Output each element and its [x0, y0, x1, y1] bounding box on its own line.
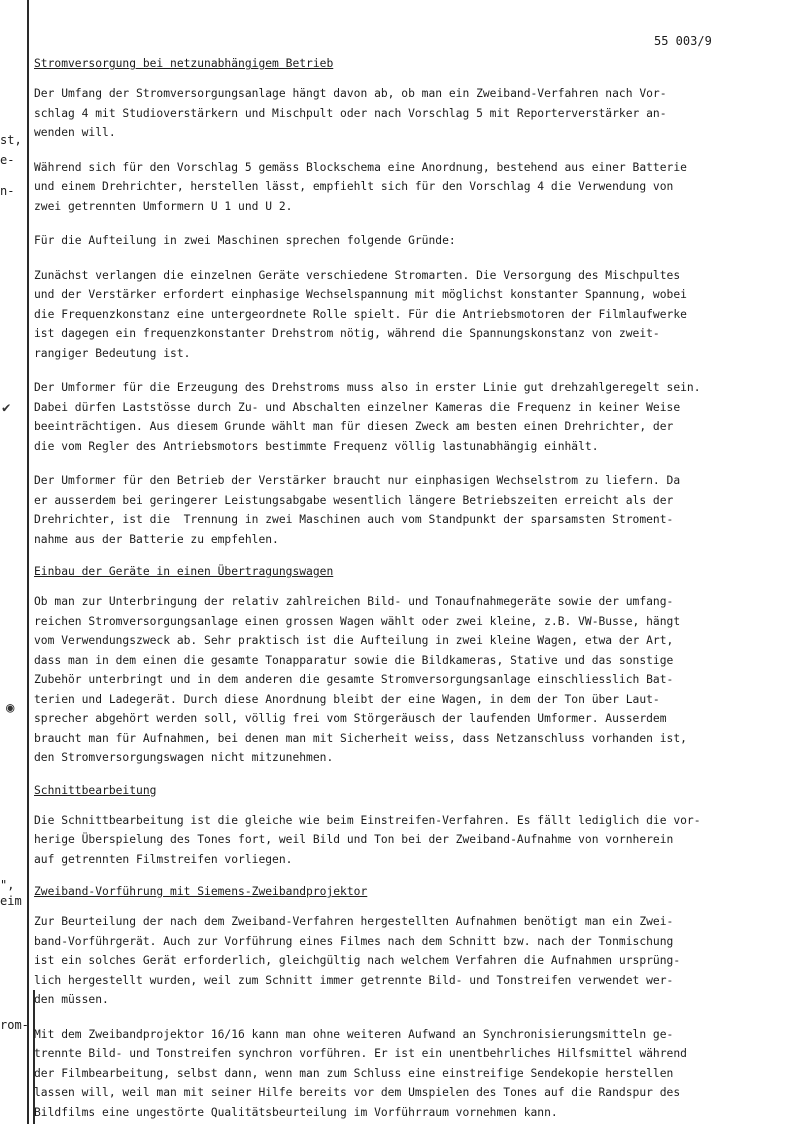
punch-hole-icon: ◉ [6, 700, 15, 716]
text-line: rangiger Bedeutung ist. [34, 346, 191, 360]
paragraph [34, 378, 774, 456]
section-heading: Stromversorgung bei netzunabhängigem Betrieb [34, 57, 334, 70]
text-line: die Frequenzkonstanz eine untergeordnete Rolle spielt. Für die Antriebsmotoren der Filmlaufwerke [34, 307, 687, 321]
document-body [34, 56, 774, 1137]
section-heading: Einbau der Geräte in einen Übertragungswagen [34, 565, 334, 578]
margin-fragment: rom- [0, 1018, 29, 1032]
text-line: Ob man zur Unterbringung der relativ zahlreichen Bild- und Tonaufnahmegeräte sowie der umfang- [34, 595, 674, 608]
text-line: terien und Ladegerät. Durch diese Anordnung bleibt der eine Wagen, in dem der Ton über Laut- [34, 692, 660, 706]
text-line: der Filmbearbeitung, selbst dann, wenn man zum Schluss eine einstreifige Sendekopie herstellen [34, 1066, 674, 1080]
text-line: reichen Stromversorgungsanlage einen grossen Wagen wählt oder zwei kleine, z.B. VW-Busse, hängt [34, 614, 681, 628]
paragraph [34, 811, 774, 870]
text-line: beeinträchtigen. Aus diesem Grunde wählt man für diesen Zweck am besten einen Drehrichter, der [34, 420, 674, 433]
text-line: wenden will. [34, 126, 116, 139]
text-line: band-Vorführgerät. Auch zur Vorführung eines Filmes nach dem Schnitt bzw. nach der Tonmischung [34, 934, 674, 948]
text-line: lassen will, weil man mit seiner Hilfe bereits vor dem Umspielen des Tones auf die Randspur des [34, 1086, 681, 1099]
text-line: trennte Bild- und Tonstreifen synchron vorführen. Er ist ein unentbehrliches Hilfsmittel während [34, 1047, 687, 1060]
check-mark-icon: ✔ [2, 400, 11, 416]
text-line: braucht man für Aufnahmen, bei denen man mit Sicherheit weiss, dass Netzanschluss vorhanden ist, [34, 731, 687, 745]
text-line: den Stromversorgungswagen nicht mitzunehmen. [34, 751, 334, 764]
section-heading: Schnittbearbeitung [34, 783, 157, 797]
text-line: zwei getrennten Umformern U 1 und U 2. [34, 199, 293, 213]
text-line: herige Überspielung des Tones fort, weil Bild und Ton bei der Zweiband-Aufnahme von vornherein [34, 833, 674, 846]
text-line: er ausserdem bei geringerer Leistungsabgabe wesentlich längere Betriebszeiten erreicht als der [34, 493, 674, 507]
margin-fragment: n- [0, 184, 15, 198]
text-line: Zubehör unterbringt und in dem anderen die gesamte Stromversorgungsanlage einschliesslich Bat- [34, 673, 674, 686]
document-reference: 55 003/9 [654, 34, 712, 48]
text-line: Für die Aufteilung in zwei Maschinen sprechen folgende Gründe: [34, 234, 456, 247]
margin-fragment: st, [0, 133, 22, 147]
left-binding-line [27, 0, 29, 1124]
paragraph [34, 84, 774, 143]
text-line: dass man in dem einen die gesamte Tonapparatur sowie die Bildkameras, Stative und das sonstige [34, 653, 674, 667]
text-line: und der Verstärker erfordert einphasige Wechselspannung mit möglichst konstanter Spannung, wobei [34, 288, 687, 301]
text-line: den müssen. [34, 993, 109, 1006]
text-line: Der Umfang der Stromversorgungsanlage hängt davon ab, ob man ein Zweiband-Verfahren nach Vor- [34, 87, 667, 100]
paragraph [34, 231, 774, 251]
text-line: die vom Regler des Antriebsmotors bestimmte Frequenz völlig lastunabhängig einhält. [34, 439, 599, 453]
text-line: Mit dem Zweibandprojektor 16/16 kann man ohne weiteren Aufwand an Synchronisierungsmitteln ge- [34, 1027, 674, 1041]
text-line: Bildfilms eine ungestörte Qualitätsbeurteilung im Vorführraum vornehmen kann. [34, 1105, 558, 1119]
margin-fragment: e- [0, 153, 15, 167]
margin-fragment: eim [0, 894, 22, 908]
text-line: und einem Drehrichter, herstellen lässt, empfiehlt sich für den Vorschlag 4 die Verwendung von [34, 180, 674, 193]
paragraph [34, 158, 774, 217]
text-line: Zur Beurteilung der nach dem Zweiband-Verfahren hergestellten Aufnahmen benötigt man ein Zwei- [34, 915, 674, 928]
text-line: schlag 4 mit Studioverstärkern und Mischpult oder nach Vorschlag 5 mit Reporterverstärker an- [34, 106, 667, 120]
paragraph [34, 592, 774, 768]
text-line: lich hergestellt wurden, weil zum Schnitt immer getrennte Bild- und Tonstreifen verwendet wer- [34, 973, 674, 987]
text-line: nahme aus der Batterie zu empfehlen. [34, 532, 279, 546]
text-line: Während sich für den Vorschlag 5 gemäss Blockschema eine Anordnung, bestehend aus einer Batterie [34, 160, 687, 174]
paragraph [34, 912, 774, 1010]
text-line: Dabei dürfen Laststösse durch Zu- und Abschalten einzelner Kameras die Frequenz in keiner Weise [34, 400, 681, 414]
paragraph [34, 266, 774, 364]
text-line: Die Schnittbearbeitung ist die gleiche wie beim Einstreifen-Verfahren. Es fällt lediglich die vor- [34, 813, 701, 827]
text-line: Der Umformer für den Betrieb der Verstärker braucht nur einphasigen Wechselstrom zu liefern. Da [34, 474, 681, 487]
text-line: auf getrennten Filmstreifen vorliegen. [34, 852, 293, 866]
margin-fragment: ", [0, 878, 15, 892]
text-line: Zunächst verlangen die einzelnen Geräte verschiedene Stromarten. Die Versorgung des Mischpultes [34, 268, 681, 282]
text-line: ist dagegen ein frequenzkonstanter Drehstrom nötig, während die Spannungskonstanz von zweit- [34, 327, 660, 340]
text-line: Der Umformer für die Erzeugung des Drehstroms muss also in erster Linie gut drehzahlgeregelt sein. [34, 381, 701, 394]
section-heading: Zweiband-Vorführung mit Siemens-Zweibandprojektor [34, 885, 368, 898]
text-line: Drehrichter, ist die Trennung in zwei Maschinen auch vom Standpunkt der sparsamsten Stroment- [34, 513, 674, 526]
text-line: vom Verwendungszweck ab. Sehr praktisch ist die Aufteilung in zwei kleine Wagen, etwa der Art, [34, 634, 674, 647]
paragraph [34, 471, 774, 549]
paragraph [34, 1025, 774, 1123]
text-line: ist ein solches Gerät erforderlich, gleichgültig nach welchem Verfahren die Aufnahmen ursprüng- [34, 954, 681, 967]
text-line: sprecher abgehört werden soll, völlig frei vom Störgeräusch der laufenden Umformer. Ausserdem [34, 712, 667, 725]
